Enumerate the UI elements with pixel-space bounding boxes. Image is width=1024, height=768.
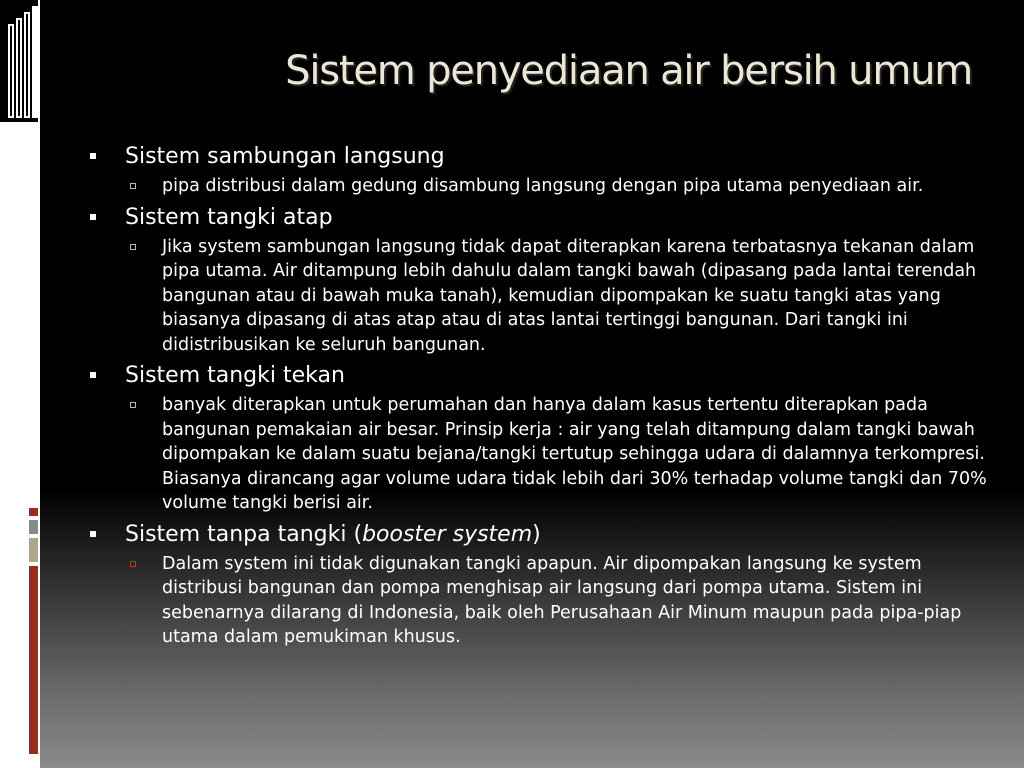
sub-list-item <box>125 235 1002 358</box>
hollow-square-bullet-icon <box>130 244 136 250</box>
item-heading <box>125 522 541 547</box>
item-detail: banyak diterapkan untuk perumahan dan hanya dalam kasus tertentu diterapkan pada bangunan pemakaian air besar. Prinsip kerja : air yang telah ditampung dalam tangki bawah dipompakan ke dalam suatu bejana/tangki tertutup sehingga udara di dalamnya terkompresi. Biasanya dirancang agar volume udara tidak lebih dari 30% terhadap volume tangki dan 70% volume tangki berisi air. <box>162 395 987 513</box>
square-bullet-icon <box>90 531 96 537</box>
sub-list-item <box>125 174 1002 199</box>
item-detail: Dalam system ini tidak digunakan tangki apapun. Air dipompakan langsung ke system distribusi bangunan dan pompa menghisap air langsung dari pompa utama. Sistem ini sebenarnya dilarang di Indonesia, baik oleh Perusahaan Air Minum maupun pada pipa-piap utama dalam pemukiman khusus. <box>162 553 962 647</box>
square-bullet-icon <box>90 214 96 220</box>
sub-list <box>125 552 1002 650</box>
item-heading: Sistem tangki tekan <box>125 363 345 388</box>
sub-list <box>125 393 1002 516</box>
heading-prefix: Sistem tanpa tangki ( <box>125 521 363 547</box>
sub-list <box>125 235 1002 358</box>
accent-bar-red-long <box>29 566 38 754</box>
item-heading: Sistem sambungan langsung <box>125 144 445 169</box>
hollow-square-bullet-icon <box>130 183 136 189</box>
accent-bar-gray <box>29 520 38 534</box>
list-item <box>84 203 1002 358</box>
accent-bar-red-small <box>29 508 38 516</box>
slide-title: Sistem penyediaan air bersih umum <box>285 48 972 94</box>
sub-list-item <box>125 393 1002 516</box>
document-stack-icon <box>0 0 38 122</box>
heading-italic: booster system <box>362 521 533 547</box>
hollow-square-bullet-icon <box>130 561 136 567</box>
list-item <box>84 142 1002 199</box>
hollow-square-bullet-icon <box>130 402 136 408</box>
accent-bar-tan <box>29 538 38 562</box>
bullet-list <box>84 138 1002 654</box>
item-detail: Jika system sambungan langsung tidak dapat diterapkan karena terbatasnya tekanan dalam pipa utama. Air ditampung lebih dahulu dalam tangki bawah (dipasang pada lantai terendah bangunan atau di bawah muka tanah), kemudian dipompakan ke suatu tangki atas yang biasanya dipasang di atas atap atau di atas lantai tertinggi bangunan. Dari tangki ini didistribusikan ke seluruh bangunan. <box>162 236 977 355</box>
sub-list <box>125 174 1002 199</box>
list-item <box>84 361 1002 516</box>
square-bullet-icon <box>90 372 96 378</box>
sub-list-item <box>125 552 1002 650</box>
left-decoration-strip <box>0 0 40 768</box>
item-heading: Sistem tangki atap <box>125 204 333 230</box>
list-item <box>84 520 1002 650</box>
item-detail: pipa distribusi dalam gedung disambung langsung dengan pipa utama penyediaan air. <box>162 176 924 196</box>
heading-suffix: ) <box>532 521 541 547</box>
square-bullet-icon <box>90 153 96 159</box>
